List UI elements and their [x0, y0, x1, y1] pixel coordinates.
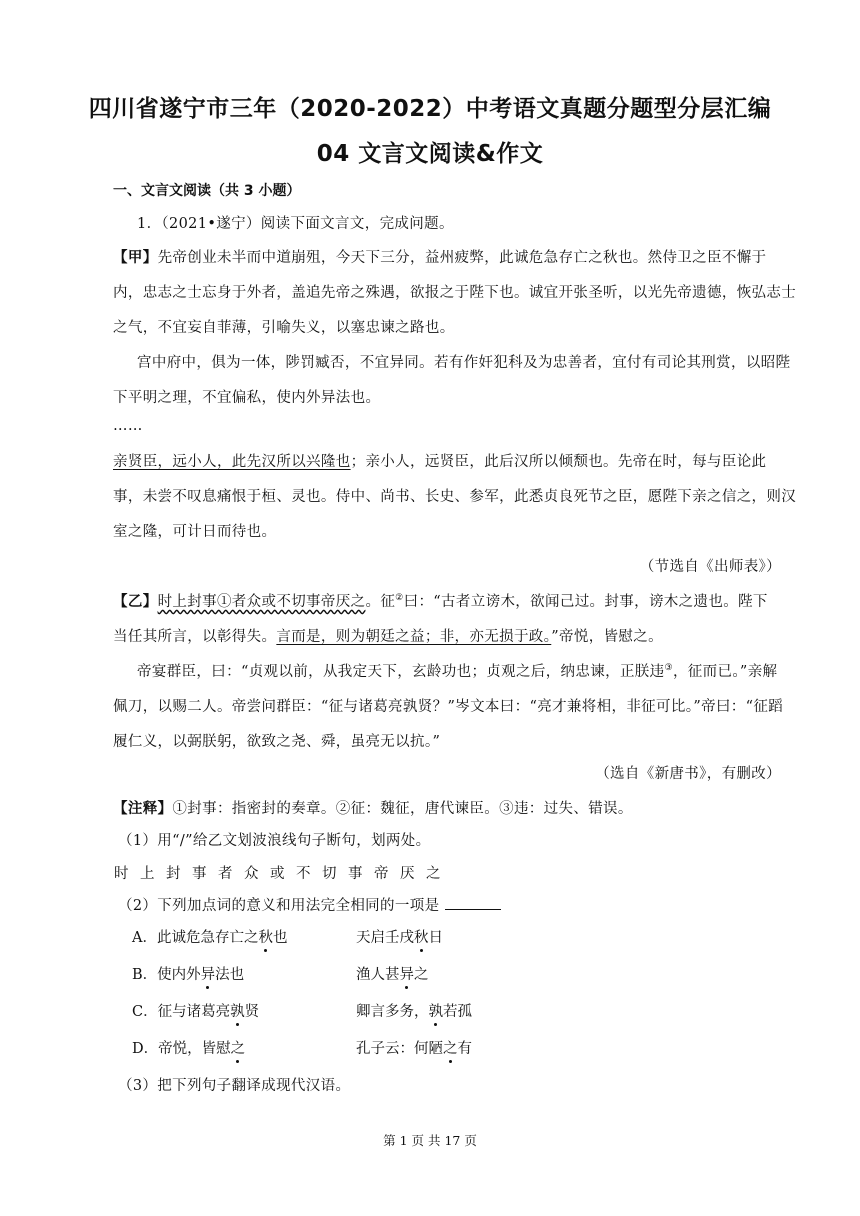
passage-jia-p2-line2: 下平明之理，不宜偏私，使内外异法也。: [113, 390, 381, 406]
passage-jia-line1: 【甲】先帝创业未半而中道崩殂，今天下三分，益州疲弊，此诚危急存亡之秋也。然侍卫之臣不懈于: [113, 249, 767, 266]
notes-tag: 【注释】: [113, 800, 173, 817]
passage-ellipsis: ……: [113, 418, 143, 434]
option-d-left[interactable]: D．帝悦，皆慰之: [132, 1041, 246, 1057]
dotted-char: 秋: [414, 930, 429, 946]
dotted-char: 孰: [428, 1004, 443, 1020]
passage-jia-p2-line1: 宫中府中，俱为一体，陟罚臧否，不宜异同。若有作奸犯科及为忠善者，宜付有司论其刑赏，以昭陛: [137, 355, 791, 371]
dotted-char: 之: [443, 1041, 458, 1057]
passage-yi-p2-line2: 佩刀，以赐二人。帝尝问群臣：“征与诸葛亮孰贤？”岑文本曰：“亮才兼将相，非征可比。”帝曰：“征蹈: [113, 699, 784, 715]
passage-yi-p2-line1: 帝宴群臣，曰：“贞观以前，从我定天下，玄龄功也；贞观之后，纳忠谏，正朕违③，征而已。”亲解: [137, 663, 778, 680]
passage-yi-line2: 当任其所言，以彰得失。言而是，则为朝廷之益；非，亦无损于政。”帝悦，皆慰之。: [113, 629, 663, 645]
section-heading: 一、文言文阅读（共 3 小题）: [113, 183, 301, 199]
passage-jia-p3-line2: 事，未尝不叹息痛恨于桓、灵也。侍中、尚书、长史、参军，此悉贞良死节之臣，愿陛下亲之信之，则汉: [113, 489, 797, 505]
dotted-char: 异: [200, 967, 216, 983]
passage-yi-tag: 【乙】: [113, 593, 158, 610]
dotted-char: 孰: [230, 1004, 245, 1020]
wavy-sentence: 时上封事①者众或不切事帝厌之: [157, 594, 366, 610]
option-c-right: 卿言多务，孰若孤: [356, 1004, 472, 1020]
option-b-right: 渔人甚异之: [356, 967, 429, 983]
passage-yi-line1: 【乙】时上封事①者众或不切事帝厌之。征②曰：“古者立谤木，欲闻己过。封事，谤木之遗也。陛下: [113, 593, 768, 610]
option-b-left[interactable]: B．使内外异法也: [132, 967, 245, 983]
passage-jia-tag: 【甲】: [113, 249, 158, 266]
option-d-right: 孔子云：何陋之有: [356, 1041, 472, 1057]
passage-jia-line2: 内，忠志之士忘身于外者，盖追先帝之殊遇，欲报之于陛下也。诚宜开张圣听，以光先帝遗德，恢弘志士: [113, 285, 797, 301]
dotted-char: 之: [230, 1041, 246, 1057]
answer-blank[interactable]: [445, 895, 501, 910]
page-footer: 第 1 页 共 17 页: [383, 1133, 477, 1148]
option-a-right: 天启壬戌秋日: [356, 930, 443, 946]
note-ref-2: ②: [395, 593, 404, 604]
passage-yi-p2-line3: 履仁义，以弼朕躬，欲致之尧、舜，虽亮无以抗。”: [113, 734, 441, 750]
underlined-sentence: 亲贤臣，远小人，此先汉所以兴隆也: [113, 454, 351, 470]
note-ref-3: ③: [664, 663, 673, 674]
underlined-sentence-2: 言而是，则为朝廷之益；非，亦无损于政。: [276, 629, 552, 645]
dotted-char: 秋: [258, 930, 273, 946]
passage-jia-line3: 之气，不宜妄自菲薄，引喻失义，以塞忠谏之路也。: [113, 320, 455, 336]
subquestion-1-sentence: 时上封事者众或不切事帝厌之: [114, 866, 452, 882]
page-title-line1: 四川省遂宁市三年（2020-2022）中考语文真题分题型分层汇编: [88, 96, 772, 122]
page-title-line2: 04 文言文阅读&作文: [316, 141, 544, 167]
question-intro: 1．（2021•遂宁）阅读下面文言文，完成问题。: [137, 216, 454, 232]
passage-jia-p3-line3: 室之隆，可计日而待也。: [113, 524, 277, 540]
annotation-notes: 【注释】①封事：指密封的奏章。②征：魏征，唐代谏臣。③违：过失、错误。: [113, 800, 633, 817]
dotted-char: 异: [399, 967, 414, 983]
subquestion-3-prompt: （3）把下列句子翻译成现代汉语。: [118, 1078, 351, 1094]
subquestion-1-prompt: （1）用“/”给乙文划波浪线句子断句，划两处。: [118, 833, 431, 849]
passage-jia-source: （节选自《出师表》）: [639, 559, 781, 575]
passage-jia-p3-line1: 亲贤臣，远小人，此先汉所以兴隆也；亲小人，远贤臣，此后汉所以倾颓也。先帝在时，每与臣论此: [113, 454, 767, 470]
subquestion-2-prompt: （2）下列加点词的意义和用法完全相同的一项是: [118, 894, 786, 915]
option-a-left[interactable]: A．此诚危急存亡之秋也: [132, 930, 288, 946]
passage-yi-source: （选自《新唐书》，有删改）: [595, 766, 781, 782]
option-c-left[interactable]: C．征与诸葛亮孰贤: [132, 1004, 260, 1020]
